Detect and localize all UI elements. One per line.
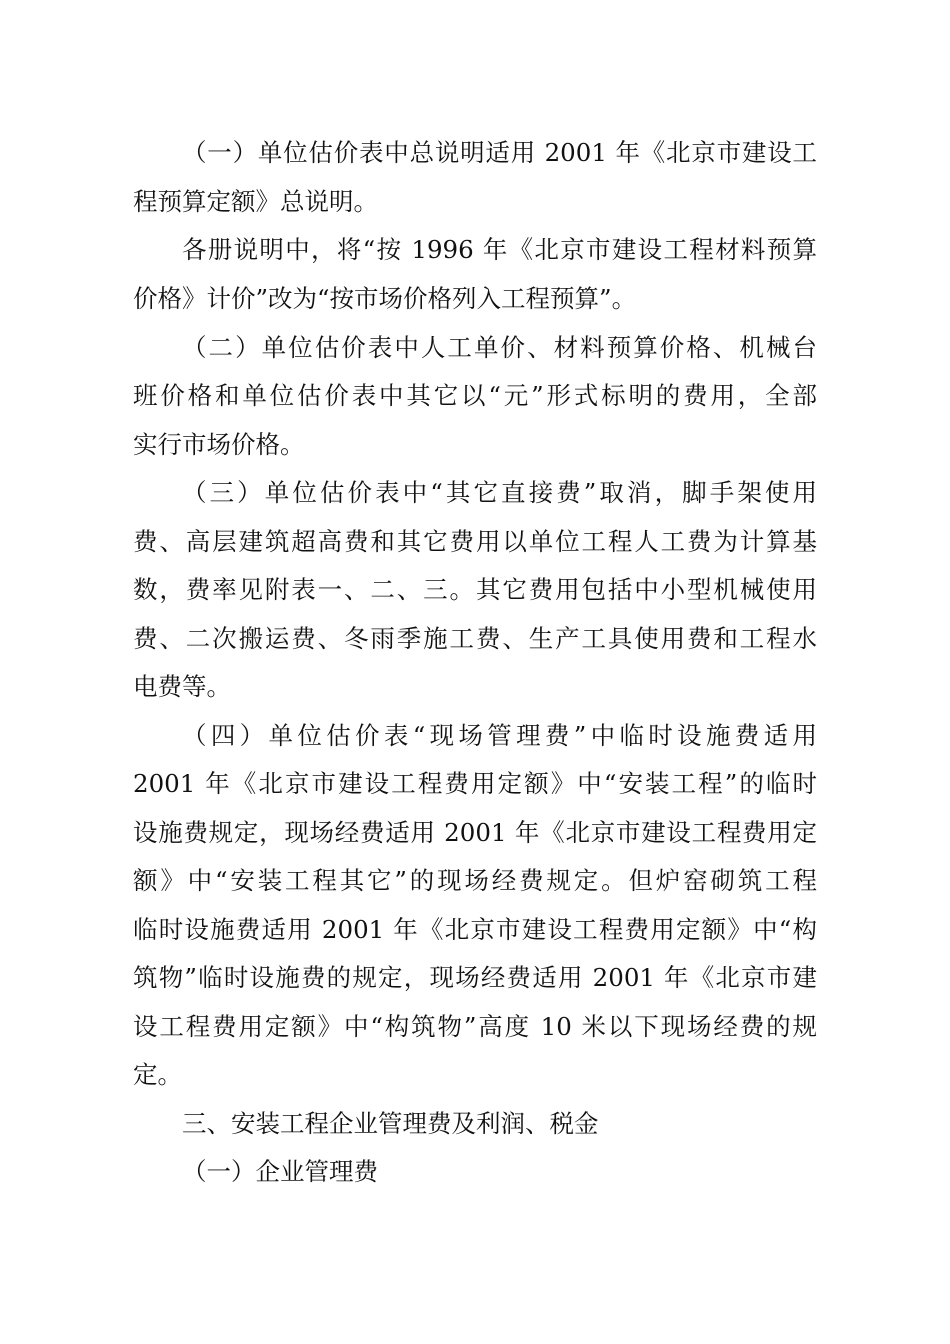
paragraph-5-line-2: 2001 年《北京市建设工程费用定额》中“安装工程”的临时 — [133, 769, 817, 798]
paragraph-4-line-5: 电费等。 — [133, 672, 231, 701]
paragraph-5-line-3: 设施费规定，现场经费适用 2001 年《北京市建设工程费用定 — [133, 818, 817, 847]
paragraph-4-line-4: 费、二次搬运费、冬雨季施工费、生产工具使用费和工程水 — [133, 624, 817, 653]
paragraph-2-line-2: 价格》计价”改为“按市场价格列入工程预算”。 — [133, 284, 637, 313]
subsection-heading: （一）企业管理费 — [182, 1157, 378, 1186]
paragraph-5-line-8: 定。 — [133, 1060, 182, 1089]
paragraph-5-line-1: （四）单位估价表“现场管理费”中临时设施费适用 — [182, 721, 817, 750]
paragraph-5-line-7: 设工程费用定额》中“构筑物”高度 10 米以下现场经费的规 — [133, 1012, 817, 1041]
paragraph-4-line-2: 费、高层建筑超高费和其它费用以单位工程人工费为计算基 — [133, 527, 817, 556]
paragraph-5-line-4: 额》中“安装工程其它”的现场经费规定。但炉窑砌筑工程 — [133, 866, 817, 895]
paragraph-3-line-2: 班价格和单位估价表中其它以“元”形式标明的费用，全部 — [133, 381, 817, 410]
paragraph-1-line-2: 程预算定额》总说明。 — [133, 187, 378, 216]
section-heading: 三、安装工程企业管理费及利润、税金 — [182, 1109, 599, 1138]
paragraph-1-line-1: （一）单位估价表中总说明适用 2001 年《北京市建设工 — [182, 138, 817, 167]
paragraph-3-line-1: （二）单位估价表中人工单价、材料预算价格、机械台 — [182, 333, 817, 362]
paragraph-5-line-6: 筑物”临时设施费的规定，现场经费适用 2001 年《北京市建 — [133, 963, 817, 992]
paragraph-2-line-1: 各册说明中，将“按 1996 年《北京市建设工程材料预算 — [182, 235, 817, 264]
paragraph-5-line-5: 临时设施费适用 2001 年《北京市建设工程费用定额》中“构 — [133, 915, 817, 944]
paragraph-4-line-3: 数，费率见附表一、二、三。其它费用包括中小型机械使用 — [133, 575, 817, 604]
paragraph-4-line-1: （三）单位估价表中“其它直接费”取消，脚手架使用 — [182, 478, 817, 507]
paragraph-3-line-3: 实行市场价格。 — [133, 430, 305, 459]
